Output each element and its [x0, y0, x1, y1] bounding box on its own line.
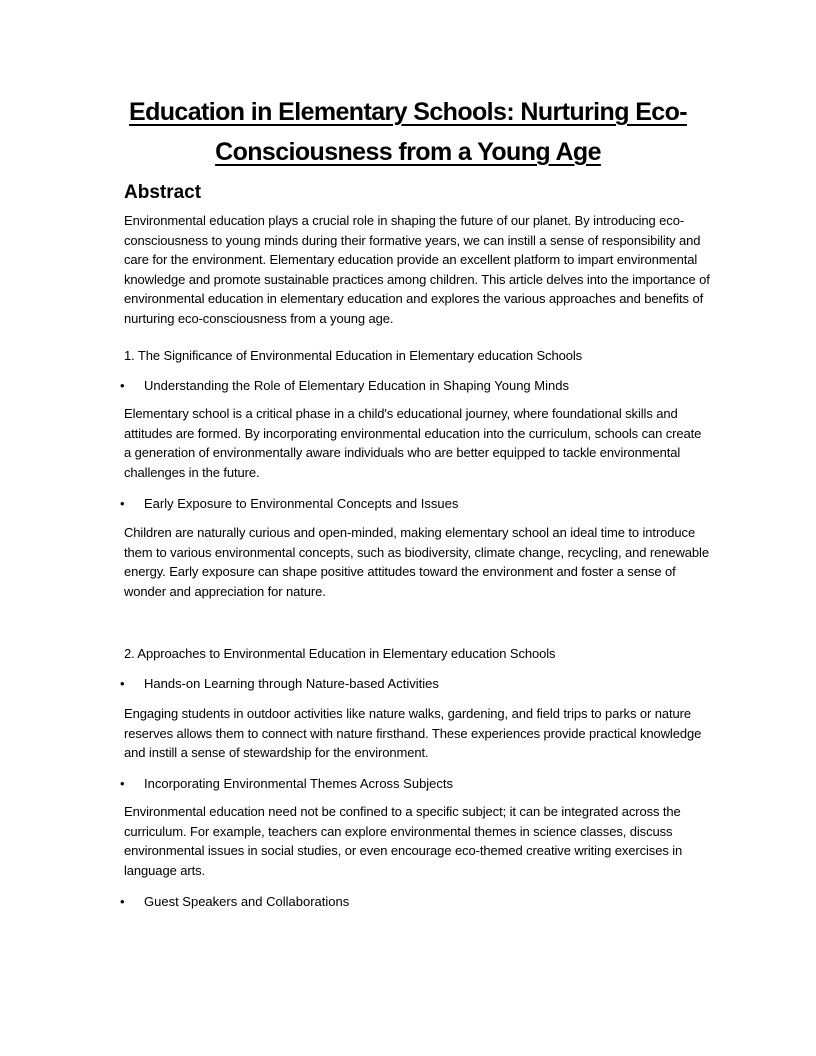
bullet-text: Incorporating Environmental Themes Across Subjects	[144, 776, 454, 791]
line: Elementary school is a critical phase in a child's educational journey, where foundational skills and	[124, 406, 678, 421]
paragraph	[124, 802, 682, 880]
line: curriculum. For example, teachers can explore environmental themes in science classes, discuss	[124, 823, 673, 839]
line: wonder and appreciation for nature.	[124, 583, 326, 599]
section-2-heading: 2. Approaches to Environmental Education in Elementary education Schools	[124, 646, 556, 661]
abstract-heading: Abstract	[124, 182, 202, 203]
bullet-text: Hands-on Learning through Nature-based Activities	[144, 676, 439, 691]
bullet-text: Understanding the Role of Elementary Education in Shaping Young Minds	[144, 378, 569, 393]
line: care for the environment. Elementary education provide an excellent platform to impart environmental	[124, 252, 698, 267]
line: knowledge and promote sustainable practices among children. This article delves into the importance of	[124, 271, 710, 287]
line: challenges in the future.	[124, 464, 260, 480]
line: a generation of environmentally aware individuals who are better equipped to tackle environmental	[124, 445, 681, 460]
paragraph	[124, 523, 709, 601]
document-page: Education in Elementary Schools: Nurturing Eco- Consciousness from a Young Age Abstract Environmental education plays a crucial role in shaping the future of our planet. By introducing eco- consciousness to young minds during their formative years, we can instill a sense of responsibility and care for the environment. Elementary education provide an excellent platform to impart environmental knowledge and promote sustainable practices among children. This article delves into the importance of environmental education in elementary education and explores the various approaches and benefits of nurturing eco-consciousness from a young age. 1. The Significance of Environmental Education in Elementary education Schools • Understanding the Role of Elementary Education in Shaping Young Minds Elementary school is a critical phase in a child's educational journey, where foundational skills and attitudes are formed. By incorporating environmental education into the curriculum, schools can create a generation of environmentally aware individuals who are better equipped to tackle environmental challenges in the future. • Early Exposure to Environmental Concepts and Issues Children are naturally curious and open-minded, making elementary school an ideal time to introduce them to various environmental concepts, such as biodiversity, climate change, recycling, and renewable energy. Early exposure can shape positive attitudes toward the environment and foster a sense of wonder and appreciation for nature. 2. Approaches to Environmental Education in Elementary education Schools • Hands-on Learning through Nature-based Activities Engaging students in outdoor activities like nature walks, gardening, and field trips to parks or nature reserves allows them to connect with nature firsthand. These experiences provide practical knowledge and instill a sense of stewardship for the environment. • Incorporating Environmental Themes Across Subjects Environmental education need not be confined to a specific subject; it can be integrated across the curriculum. For example, teachers can explore environmental themes in science classes, discuss environmental issues in social studies, or even encourage eco-themed creative writing exercises in language arts. • Guest Speakers and Collaborations	[0, 0, 816, 1056]
line: Environmental education plays a crucial role in shaping the future of our planet. By introducing eco-	[124, 213, 685, 228]
document-title-line-1: Education in Elementary Schools: Nurturing Eco-	[129, 98, 687, 126]
line: and instill a sense of stewardship for the environment.	[124, 745, 429, 760]
line: environmental issues in social studies, or even encourage eco-themed creative writing exercises in	[124, 843, 683, 858]
line: them to various environmental concepts, such as biodiversity, climate change, recycling, and renewable	[124, 544, 709, 560]
section-1-heading: 1. The Significance of Environmental Education in Elementary education Schools	[124, 348, 583, 363]
line: Engaging students in outdoor activities like nature walks, gardening, and field trips to parks or nature	[124, 706, 691, 721]
bullet-text: Early Exposure to Environmental Concepts and Issues	[144, 496, 459, 511]
document-title-line-2: Consciousness from a Young Age	[215, 138, 601, 166]
line: energy. Early exposure can shape positive attitudes toward the environment and foster a sense of	[124, 564, 676, 579]
line: consciousness to young minds during their formative years, we can instill a sense of responsibility and	[124, 232, 701, 248]
line: language arts.	[124, 862, 205, 878]
line: reserves allows them to connect with nature firsthand. These experiences provide practical knowledge	[124, 725, 702, 741]
line: nurturing eco-consciousness from a young age.	[124, 310, 394, 326]
line: environmental education in elementary education and explores the various approaches and benefits of	[124, 291, 704, 306]
bullet-text: Guest Speakers and Collaborations	[144, 894, 350, 909]
paragraph	[124, 404, 701, 482]
line: Children are naturally curious and open-minded, making elementary school an ideal time to introduce	[124, 525, 696, 540]
line: Environmental education need not be confined to a specific subject; it can be integrated across the	[124, 804, 681, 819]
abstract-paragraph	[124, 211, 710, 328]
line: attitudes are formed. By incorporating environmental education into the curriculum, schools can create	[124, 425, 702, 441]
paragraph	[124, 704, 701, 763]
